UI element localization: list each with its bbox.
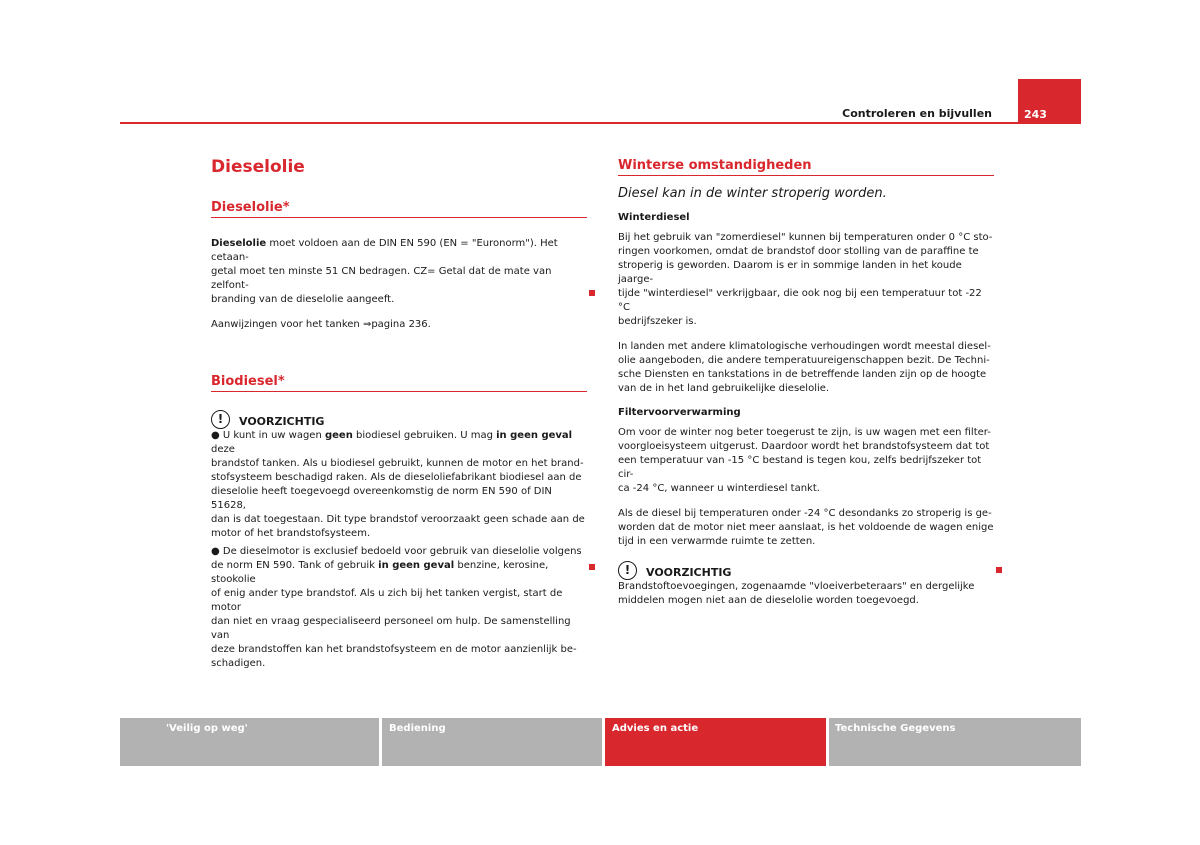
text-line: tijde "winterdiesel" verkrijgbaar, die ook nog bij een temperatuur tot -22 °C	[618, 288, 982, 313]
text-line: Om voor de winter nog beter toegerust te zijn, is uw wagen met een filter-	[618, 427, 991, 438]
text-line: ringen voorkomen, omdat de brandstof door stolling van de paraffine te	[618, 246, 979, 257]
text-line: olie aangeboden, die andere temperatuureigenschappen bezit. De Techni-	[618, 355, 990, 366]
bold-term: Dieselolie	[211, 238, 267, 249]
warning-header	[211, 409, 587, 429]
tab-label: Technische Gegevens	[835, 723, 956, 734]
tab-advies-en-actie[interactable]	[605, 718, 826, 766]
chapter-title: Controleren en bijvullen	[842, 107, 992, 120]
text-line: deze brandstoffen kan het brandstofsysteem en de motor aanzienlijk be-	[211, 644, 577, 655]
bold-term: in geen geval	[378, 560, 455, 571]
text-line: motor of het brandstofsysteem.	[211, 528, 371, 539]
section-heading-biodiesel: Biodiesel*	[211, 374, 587, 392]
text-span: biodiesel gebruiken. U mag	[352, 430, 497, 441]
warning-label: VOORZICHTIG	[646, 566, 732, 579]
warning-header	[618, 560, 994, 580]
section-heading-dieselolie: Dieselolie*	[211, 200, 587, 218]
text-line: ca -24 °C, wanneer u winterdiesel tankt.	[618, 483, 820, 494]
text-line: Bij het gebruik van "zomerdiesel" kunnen bij temperaturen onder 0 °C sto-	[618, 232, 993, 243]
chapter-tabs	[120, 718, 1081, 766]
right-column	[618, 158, 994, 608]
caution-icon: !	[618, 561, 637, 580]
subheading-filtervoorverwarming: Filtervoorverwarming	[618, 407, 741, 418]
text-line	[211, 429, 587, 457]
bold-term: geen	[324, 430, 353, 441]
text-line: Als de diesel bij temperaturen onder -24 °C desondanks zo stroperig is ge-	[618, 508, 992, 519]
dieselolie-paragraph	[211, 237, 587, 307]
text-line	[211, 559, 587, 587]
tanking-reference: Aanwijzingen voor het tanken ⇒pagina 236.	[211, 319, 431, 330]
text-line: stofsysteem beschadigd raken. Als de dieseloliefabrikant biodiesel aan de	[211, 472, 582, 483]
page-number: 243	[1024, 108, 1047, 121]
climate-paragraph	[618, 340, 994, 396]
tab-technische-gegevens[interactable]	[829, 718, 1081, 766]
text-line: van de in het land gebruikelijke dieselolie.	[618, 383, 830, 394]
text-span: ● U kunt in uw wagen	[211, 430, 325, 441]
warning-label: VOORZICHTIG	[239, 415, 325, 428]
section-end-marker	[589, 564, 595, 570]
text-line: worden dat de motor niet meer aanslaat, is het voldoende de wagen enige	[618, 522, 994, 533]
text-line: stroperig is geworden. Daarom is er in sommige landen in het koude jaarge-	[618, 260, 962, 285]
tab-label: 'Veilig op weg'	[166, 723, 248, 734]
tab-veilig-op-weg[interactable]	[120, 718, 379, 766]
text-span: deze	[211, 444, 235, 455]
text-line: tijd in een verwarmde ruimte te zetten.	[618, 536, 816, 547]
text-line: bedrijfszeker is.	[618, 316, 697, 327]
text-span: de norm EN 590. Tank of gebruik	[211, 560, 379, 571]
text-line: sche Diensten en tankstations in de betreffende landen zijn op de hoogte	[618, 369, 987, 380]
text-line	[211, 237, 587, 265]
text-line: branding van de dieselolie aangeeft.	[211, 294, 395, 305]
text-line: Brandstoftoevoegingen, zogenaamde "vloeiverbeteraars" en dergelijke	[618, 581, 975, 592]
subheading-winterdiesel: Winterdiesel	[618, 212, 690, 223]
winterdiesel-paragraph	[618, 231, 994, 329]
text-line: voorgloeisysteem uitgerust. Daardoor wordt het brandstofsysteem dat tot	[618, 441, 990, 452]
tab-label: Advies en actie	[612, 723, 699, 734]
section-heading-winter: Winterse omstandigheden	[618, 158, 994, 176]
biodiesel-bullet-1	[211, 429, 587, 541]
bold-term: in geen geval	[496, 430, 573, 441]
text-line: of enig ander type brandstof. Als u zich bij het tanken vergist, start de motor	[211, 588, 563, 613]
biodiesel-bullet-2	[211, 545, 587, 671]
tab-label: Bediening	[389, 723, 446, 734]
tab-bediening[interactable]	[382, 718, 602, 766]
text-line: een temperatuur van -15 °C bestand is tegen kou, zelfs bedrijfszeker tot cir-	[618, 455, 982, 480]
left-column	[211, 157, 587, 671]
text-line: brandstof tanken. Als u biodiesel gebruikt, kunnen de motor en het brand-	[211, 458, 584, 469]
text-line: dan is dat toegestaan. Dit type brandstof veroorzaakt geen schade aan de	[211, 514, 585, 525]
lead-sentence: Diesel kan in de winter stroperig worden.	[618, 186, 887, 201]
additives-warning-text	[618, 580, 994, 608]
page-title: Dieselolie	[211, 157, 305, 177]
section-end-marker	[589, 290, 595, 296]
text-span: benzine, kerosine, stookolie	[211, 560, 549, 585]
text-line: dieselolie heeft toegevoegd overeenkomstig de norm EN 590 of DIN 51628,	[211, 486, 552, 511]
text-line: ● De dieselmotor is exclusief bedoeld voor gebruik van dieselolie volgens	[211, 546, 582, 557]
header-rule	[120, 122, 1018, 124]
cold-start-paragraph	[618, 507, 994, 549]
text-line: dan niet en vraag gespecialiseerd personeel om hulp. De samenstelling van	[211, 616, 571, 641]
text-line: getal moet ten minste 51 CN bedragen. CZ= Getal dat de mate van zelfont-	[211, 266, 552, 291]
caution-icon: !	[211, 410, 230, 429]
text-line: schadigen.	[211, 658, 266, 669]
filter-paragraph	[618, 426, 994, 496]
text-line: In landen met andere klimatologische verhoudingen wordt meestal diesel-	[618, 341, 991, 352]
text-line: middelen mogen niet aan de dieselolie worden toegevoegd.	[618, 595, 919, 606]
section-end-marker	[996, 567, 1002, 573]
text-span: moet voldoen aan de DIN EN 590 (EN = "Euronorm"). Het cetaan-	[211, 238, 558, 263]
